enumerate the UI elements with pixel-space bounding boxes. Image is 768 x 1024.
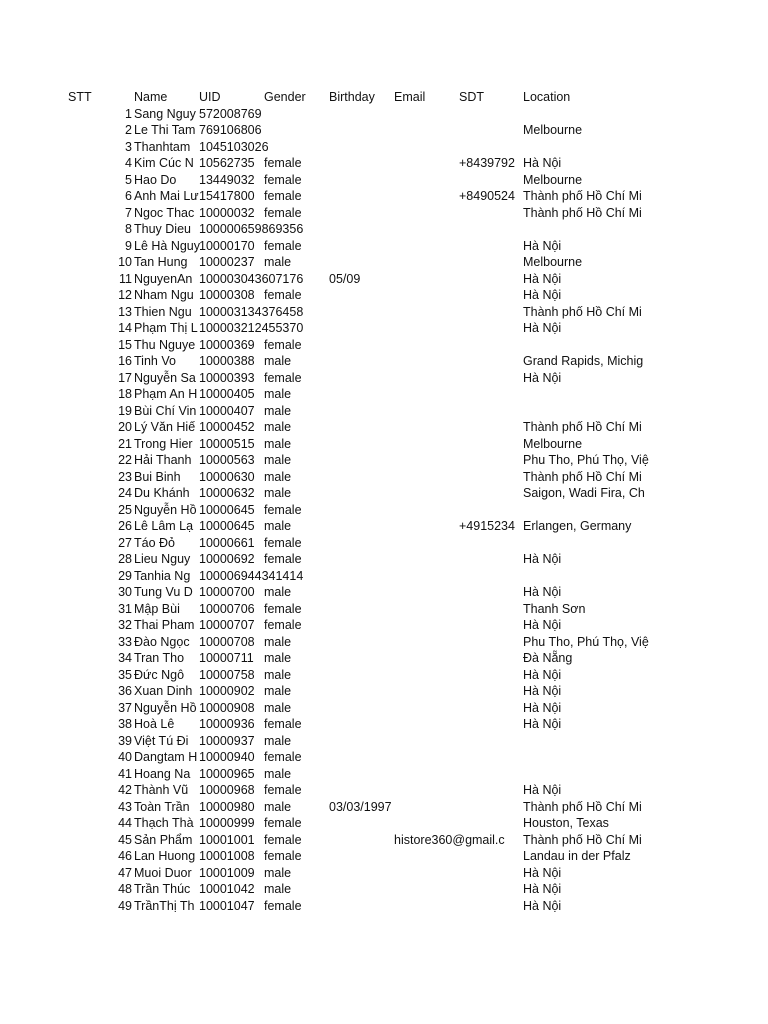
cell-gender[interactable]: male xyxy=(264,354,292,368)
cell-name[interactable]: Le Thi Tam xyxy=(134,123,196,137)
cell-uid[interactable]: 15417800 xyxy=(199,189,255,203)
cell-gender[interactable]: female xyxy=(264,601,302,616)
cell-gender[interactable]: male xyxy=(264,882,292,896)
cell-uid[interactable]: 1045103026 xyxy=(199,139,269,154)
cell-location[interactable]: Hà Nội xyxy=(523,882,562,896)
cell-location[interactable]: Hà Nội xyxy=(523,288,562,302)
cell-location[interactable]: Melbourne xyxy=(523,172,583,187)
table-row xyxy=(0,386,768,403)
cell-uid[interactable]: 10000692 xyxy=(199,552,255,566)
cell-uid[interactable]: 10000706 xyxy=(199,601,255,616)
header-email[interactable]: Email xyxy=(394,90,426,104)
cell-stt[interactable]: 5 xyxy=(125,172,132,187)
cell-uid[interactable]: 10000170 xyxy=(199,238,255,253)
cell-uid[interactable]: 10000645 xyxy=(199,502,255,517)
cell-gender[interactable]: female xyxy=(264,783,302,797)
cell-gender[interactable]: male xyxy=(264,519,292,533)
table-row xyxy=(0,617,768,634)
cell-birthday[interactable]: 03/03/1997 xyxy=(329,799,392,814)
cell-stt[interactable]: 35 xyxy=(118,667,132,682)
cell-gender[interactable]: female xyxy=(264,849,302,863)
cell-gender[interactable]: male xyxy=(264,436,292,451)
cell-location[interactable]: Thành phố Hồ Chí Mi xyxy=(523,799,642,814)
cell-stt[interactable]: 4 xyxy=(125,156,132,170)
cell-stt[interactable]: 21 xyxy=(118,436,132,451)
cell-location[interactable]: Thành phố Hồ Chí Mi xyxy=(523,189,642,203)
cell-name[interactable]: Xuan Dinh xyxy=(134,684,193,698)
cell-name[interactable]: Bui Binh xyxy=(134,469,181,484)
table-row xyxy=(0,815,768,832)
table-body xyxy=(0,106,768,915)
cell-location[interactable]: Melbourne xyxy=(523,255,583,269)
cell-sdt[interactable]: +4915234 xyxy=(459,519,515,533)
cell-stt[interactable]: 2 xyxy=(125,123,132,137)
cell-uid[interactable]: 10000937 xyxy=(199,733,255,748)
cell-name[interactable]: Lan Huong xyxy=(134,849,196,863)
cell-stt[interactable]: 7 xyxy=(125,205,132,220)
cell-stt[interactable]: 43 xyxy=(118,799,132,814)
cell-stt[interactable]: 34 xyxy=(118,651,132,665)
cell-gender[interactable]: female xyxy=(264,172,302,187)
table-row xyxy=(0,898,768,915)
cell-stt[interactable]: 15 xyxy=(118,337,132,352)
cell-location[interactable]: Erlangen, Germany xyxy=(523,519,632,533)
table-row xyxy=(0,221,768,238)
table-row xyxy=(0,188,768,205)
cell-stt[interactable]: 44 xyxy=(118,816,132,830)
cell-uid[interactable]: 10001008 xyxy=(199,849,255,863)
cell-gender[interactable]: male xyxy=(264,469,292,484)
cell-stt[interactable]: 3 xyxy=(125,139,132,154)
cell-gender[interactable]: female xyxy=(264,816,302,830)
cell-location[interactable]: Hà Nội xyxy=(523,552,562,566)
cell-stt[interactable]: 8 xyxy=(125,222,132,236)
table-row xyxy=(0,254,768,271)
cell-location[interactable]: Hà Nội xyxy=(523,865,562,880)
cell-gender[interactable]: male xyxy=(264,453,292,467)
cell-uid[interactable]: 100006944341414 xyxy=(199,568,304,583)
cell-stt[interactable]: 29 xyxy=(118,568,132,583)
cell-gender[interactable]: male xyxy=(264,667,292,682)
cell-uid[interactable]: 10000630 xyxy=(199,469,255,484)
cell-stt[interactable]: 26 xyxy=(118,519,132,533)
header-name[interactable]: Name xyxy=(134,90,168,104)
cell-name[interactable]: Thu Nguye xyxy=(134,337,196,352)
cell-uid[interactable]: 10000936 xyxy=(199,717,255,731)
cell-gender[interactable]: male xyxy=(264,585,292,599)
cell-gender[interactable]: female xyxy=(264,618,302,632)
cell-uid[interactable]: 100003212455370 xyxy=(199,321,304,335)
cell-name[interactable]: Nguyễn Hồ xyxy=(134,700,197,715)
cell-uid[interactable]: 10000908 xyxy=(199,700,255,715)
cell-name[interactable]: Bùi Chí Vin xyxy=(134,403,197,418)
cell-stt[interactable]: 23 xyxy=(118,469,132,484)
cell-gender[interactable]: male xyxy=(264,733,292,748)
cell-uid[interactable]: 100003043607176 xyxy=(199,271,304,286)
cell-stt[interactable]: 40 xyxy=(118,750,132,764)
table-row xyxy=(0,238,768,255)
cell-gender[interactable]: female xyxy=(264,898,302,913)
cell-stt[interactable]: 22 xyxy=(118,453,132,467)
cell-gender[interactable]: male xyxy=(264,403,292,418)
header-uid[interactable]: UID xyxy=(199,90,221,104)
cell-gender[interactable]: male xyxy=(264,799,292,814)
cell-stt[interactable]: 42 xyxy=(118,783,132,797)
cell-uid[interactable]: 10000237 xyxy=(199,255,255,269)
cell-uid[interactable]: 10000661 xyxy=(199,535,255,550)
cell-name[interactable]: Lê Hà Nguy xyxy=(134,238,201,253)
cell-uid[interactable]: 10000405 xyxy=(199,387,255,401)
table-row xyxy=(0,881,768,898)
table-row xyxy=(0,370,768,387)
table-row xyxy=(0,650,768,667)
cell-name[interactable]: Sang Nguy xyxy=(134,106,196,121)
cell-uid[interactable]: 10000999 xyxy=(199,816,255,830)
cell-uid[interactable]: 10000645 xyxy=(199,519,255,533)
cell-location[interactable]: Hà Nội xyxy=(523,238,562,253)
cell-email[interactable]: histore360@gmail.c xyxy=(394,832,505,847)
table-row xyxy=(0,419,768,436)
cell-name[interactable]: Trần Thúc xyxy=(134,882,191,896)
cell-name[interactable]: Tanhia Ng xyxy=(134,568,191,583)
cell-uid[interactable]: 10000708 xyxy=(199,634,255,649)
table-row xyxy=(0,271,768,288)
cell-gender[interactable]: female xyxy=(264,535,302,550)
cell-location[interactable]: Melbourne xyxy=(523,123,583,137)
cell-stt[interactable]: 39 xyxy=(118,733,132,748)
cell-stt[interactable]: 48 xyxy=(118,882,132,896)
table-row xyxy=(0,518,768,535)
cell-name[interactable]: Toàn Trần xyxy=(134,799,190,814)
cell-name[interactable]: Hao Do xyxy=(134,172,177,187)
table-row xyxy=(0,683,768,700)
cell-stt[interactable]: 6 xyxy=(125,189,132,203)
table-row xyxy=(0,568,768,585)
cell-gender[interactable]: male xyxy=(264,700,292,715)
cell-stt[interactable]: 32 xyxy=(118,618,132,632)
cell-name[interactable]: Táo Đỏ xyxy=(134,535,175,550)
cell-location[interactable]: Hà Nội xyxy=(523,271,562,286)
table-row xyxy=(0,716,768,733)
cell-stt[interactable]: 12 xyxy=(118,288,132,302)
cell-name[interactable]: NguyenAn xyxy=(134,271,193,286)
cell-stt[interactable]: 20 xyxy=(118,420,132,434)
cell-uid[interactable]: 10000452 xyxy=(199,420,255,434)
cell-uid[interactable]: 10001001 xyxy=(199,832,255,847)
header-stt[interactable]: STT xyxy=(68,90,92,104)
cell-stt[interactable]: 19 xyxy=(118,403,132,418)
cell-name[interactable]: Tinh Vo xyxy=(134,354,176,368)
cell-name[interactable]: Lieu Nguy xyxy=(134,552,191,566)
cell-stt[interactable]: 47 xyxy=(118,865,132,880)
cell-stt[interactable]: 30 xyxy=(118,585,132,599)
cell-stt[interactable]: 31 xyxy=(118,601,132,616)
cell-uid[interactable]: 10000515 xyxy=(199,436,255,451)
table-row xyxy=(0,634,768,651)
table-row xyxy=(0,551,768,568)
cell-name[interactable]: Sản Phẩm xyxy=(134,832,193,847)
cell-gender[interactable]: male xyxy=(264,387,292,401)
cell-location[interactable]: Đà Nẵng xyxy=(523,651,573,665)
cell-name[interactable]: Anh Mai Lư xyxy=(134,189,199,203)
cell-name[interactable]: Phạm An H xyxy=(134,387,198,401)
cell-name[interactable]: Hải Thanh xyxy=(134,453,192,467)
cell-name[interactable]: TrầnThị Th xyxy=(134,898,195,913)
cell-stt[interactable]: 36 xyxy=(118,684,132,698)
table-row xyxy=(0,848,768,865)
table-row xyxy=(0,353,768,370)
cell-name[interactable]: Thuy Dieu xyxy=(134,222,191,236)
cell-name[interactable]: Đào Ngọc xyxy=(134,634,190,649)
cell-name[interactable]: Trong Hier xyxy=(134,436,193,451)
cell-name[interactable]: Muoi Duor xyxy=(134,865,192,880)
cell-uid[interactable]: 10000032 xyxy=(199,205,255,220)
cell-name[interactable]: Dangtam H xyxy=(134,750,198,764)
cell-gender[interactable]: female xyxy=(264,189,302,203)
cell-sdt[interactable]: +8439792 xyxy=(459,156,515,170)
cell-uid[interactable]: 10000369 xyxy=(199,337,255,352)
cell-uid[interactable]: 10000407 xyxy=(199,403,255,418)
cell-stt[interactable]: 14 xyxy=(118,321,132,335)
cell-gender[interactable]: female xyxy=(264,750,302,764)
cell-stt[interactable]: 37 xyxy=(118,700,132,715)
cell-stt[interactable]: 1 xyxy=(125,106,132,121)
table-row xyxy=(0,485,768,502)
cell-stt[interactable]: 49 xyxy=(118,898,132,913)
cell-uid[interactable]: 10000940 xyxy=(199,750,255,764)
cell-uid[interactable]: 10000700 xyxy=(199,585,255,599)
table-row xyxy=(0,155,768,172)
cell-name[interactable]: Hoang Na xyxy=(134,766,191,781)
cell-gender[interactable]: male xyxy=(264,255,292,269)
cell-gender[interactable]: female xyxy=(264,717,302,731)
cell-location[interactable]: Hà Nội xyxy=(523,321,562,335)
cell-sdt[interactable]: +8490524 xyxy=(459,189,515,203)
cell-uid[interactable]: 100003134376458 xyxy=(199,304,304,319)
cell-location[interactable]: Saigon, Wadi Fira, Ch xyxy=(523,486,645,500)
cell-gender[interactable]: female xyxy=(264,552,302,566)
cell-name[interactable]: Nham Ngu xyxy=(134,288,194,302)
table-row xyxy=(0,601,768,618)
cell-birthday[interactable]: 05/09 xyxy=(329,271,361,286)
cell-stt[interactable]: 45 xyxy=(118,832,132,847)
cell-name[interactable]: Lê Lâm Lạ xyxy=(134,519,194,533)
table-row xyxy=(0,502,768,519)
cell-location[interactable]: Hà Nội xyxy=(523,717,562,731)
cell-uid[interactable]: 10000758 xyxy=(199,667,255,682)
cell-location[interactable]: Houston, Texas xyxy=(523,816,609,830)
cell-stt[interactable]: 38 xyxy=(118,717,132,731)
table-row xyxy=(0,799,768,816)
table-row xyxy=(0,766,768,783)
cell-location[interactable]: Thành phố Hồ Chí Mi xyxy=(523,420,642,434)
cell-location[interactable]: Hà Nội xyxy=(523,370,562,385)
cell-name[interactable]: Tran Tho xyxy=(134,651,185,665)
cell-uid[interactable]: 10000308 xyxy=(199,288,255,302)
cell-stt[interactable]: 33 xyxy=(118,634,132,649)
cell-gender[interactable]: male xyxy=(264,420,292,434)
spreadsheet xyxy=(0,89,768,914)
cell-name[interactable]: Thai Pham xyxy=(134,618,195,632)
cell-gender[interactable]: male xyxy=(264,865,292,880)
cell-location[interactable]: Thành phố Hồ Chí Mi xyxy=(523,469,642,484)
cell-name[interactable]: Việt Tú Đi xyxy=(134,733,189,748)
table-row xyxy=(0,436,768,453)
cell-stt[interactable]: 10 xyxy=(118,255,132,269)
cell-location[interactable]: Thành phố Hồ Chí Mi xyxy=(523,832,642,847)
cell-gender[interactable]: female xyxy=(264,337,302,352)
cell-gender[interactable]: female xyxy=(264,156,302,170)
table-row xyxy=(0,452,768,469)
cell-stt[interactable]: 11 xyxy=(119,271,132,286)
cell-uid[interactable]: 13449032 xyxy=(199,172,255,187)
cell-name[interactable]: Kim Cúc N xyxy=(134,156,194,170)
cell-stt[interactable]: 24 xyxy=(118,486,132,500)
table-row xyxy=(0,287,768,304)
cell-name[interactable]: Đức Ngô xyxy=(134,667,185,682)
cell-uid[interactable]: 10001009 xyxy=(199,865,255,880)
cell-name[interactable]: Thanhtam xyxy=(134,139,191,154)
header-gender[interactable]: Gender xyxy=(264,90,306,104)
cell-stt[interactable]: 41 xyxy=(118,766,132,781)
cell-uid[interactable]: 100000659869356 xyxy=(199,222,304,236)
cell-uid[interactable]: 10001047 xyxy=(199,898,255,913)
cell-location[interactable]: Grand Rapids, Michig xyxy=(523,354,644,368)
cell-stt[interactable]: 46 xyxy=(118,849,132,863)
cell-location[interactable]: Landau in der Pfalz xyxy=(523,849,631,863)
cell-gender[interactable]: female xyxy=(264,502,302,517)
table-row xyxy=(0,832,768,849)
table-row xyxy=(0,584,768,601)
cell-location[interactable]: Thành phố Hồ Chí Mi xyxy=(523,304,642,319)
table-row xyxy=(0,749,768,766)
cell-uid[interactable]: 572008769 xyxy=(199,106,262,121)
cell-gender[interactable]: female xyxy=(264,205,302,220)
cell-gender[interactable]: female xyxy=(264,288,302,302)
cell-name[interactable]: Tan Hung xyxy=(134,255,188,269)
table-row xyxy=(0,106,768,123)
table-row xyxy=(0,320,768,337)
cell-location[interactable]: Hà Nội xyxy=(523,783,562,797)
cell-location[interactable]: Hà Nội xyxy=(523,618,562,632)
cell-name[interactable]: Phạm Thị L xyxy=(134,321,198,335)
cell-name[interactable]: Lý Văn Hiế xyxy=(134,420,196,434)
cell-uid[interactable]: 10000632 xyxy=(199,486,255,500)
cell-gender[interactable]: male xyxy=(264,766,292,781)
cell-location[interactable]: Hà Nội xyxy=(523,585,562,599)
cell-uid[interactable]: 10000902 xyxy=(199,684,255,698)
cell-name[interactable]: Hoà Lê xyxy=(134,717,175,731)
cell-stt[interactable]: 13 xyxy=(118,304,132,319)
header-sdt[interactable]: SDT xyxy=(459,90,484,104)
table-row xyxy=(0,205,768,222)
cell-gender[interactable]: female xyxy=(264,370,302,385)
table-row xyxy=(0,122,768,139)
table-row xyxy=(0,667,768,684)
cell-uid[interactable]: 10000968 xyxy=(199,783,255,797)
cell-uid[interactable]: 10000711 xyxy=(199,651,254,665)
cell-name[interactable]: Ngoc Thac xyxy=(134,205,195,220)
cell-uid[interactable]: 10562735 xyxy=(199,156,255,170)
cell-uid[interactable]: 769106806 xyxy=(199,123,262,137)
cell-uid[interactable]: 10000393 xyxy=(199,370,255,385)
cell-stt[interactable]: 18 xyxy=(118,387,132,401)
cell-location[interactable]: Phu Tho, Phú Thọ, Việ xyxy=(523,634,649,649)
header-location[interactable]: Location xyxy=(523,90,571,104)
cell-stt[interactable]: 16 xyxy=(118,354,132,368)
cell-name[interactable]: Mập Bùi xyxy=(134,601,180,616)
cell-location[interactable]: Hà Nội xyxy=(523,684,562,698)
table-row xyxy=(0,172,768,189)
cell-gender[interactable]: male xyxy=(264,684,292,698)
cell-stt[interactable]: 9 xyxy=(125,238,132,253)
cell-stt[interactable]: 27 xyxy=(118,535,132,550)
cell-gender[interactable]: male xyxy=(264,634,292,649)
table-row xyxy=(0,469,768,486)
table-row xyxy=(0,304,768,321)
cell-name[interactable]: Nguyễn Sa xyxy=(134,370,196,385)
header-row xyxy=(0,89,768,106)
table-row xyxy=(0,733,768,750)
cell-name[interactable]: Du Khánh xyxy=(134,486,190,500)
table-row xyxy=(0,700,768,717)
header-birthday[interactable]: Birthday xyxy=(329,90,375,104)
cell-location[interactable]: Hà Nội xyxy=(523,898,562,913)
cell-name[interactable]: Thạch Thà xyxy=(134,816,194,830)
cell-name[interactable]: Thien Ngu xyxy=(134,304,192,319)
cell-stt[interactable]: 28 xyxy=(118,552,132,566)
cell-gender[interactable]: female xyxy=(264,238,302,253)
table-row xyxy=(0,535,768,552)
table-row xyxy=(0,337,768,354)
cell-location[interactable]: Hà Nội xyxy=(523,700,562,715)
cell-gender[interactable]: male xyxy=(264,486,292,500)
cell-stt[interactable]: 25 xyxy=(118,502,132,517)
cell-location[interactable]: Hà Nội xyxy=(523,156,562,170)
cell-gender[interactable]: male xyxy=(264,651,292,665)
table-row xyxy=(0,865,768,882)
cell-uid[interactable]: 10000707 xyxy=(199,618,255,632)
cell-uid[interactable]: 10000980 xyxy=(199,799,255,814)
cell-uid[interactable]: 10000563 xyxy=(199,453,255,467)
table-row xyxy=(0,139,768,156)
cell-gender[interactable]: female xyxy=(264,832,302,847)
cell-uid[interactable]: 10000965 xyxy=(199,766,255,781)
table-row xyxy=(0,403,768,420)
cell-uid[interactable]: 10000388 xyxy=(199,354,255,368)
cell-location[interactable]: Thành phố Hồ Chí Mi xyxy=(523,205,642,220)
cell-name[interactable]: Thành Vũ xyxy=(134,783,189,797)
cell-name[interactable]: Nguyễn Hồ xyxy=(134,502,197,517)
cell-location[interactable]: Hà Nội xyxy=(523,667,562,682)
table-row xyxy=(0,782,768,799)
cell-stt[interactable]: 17 xyxy=(118,370,132,385)
cell-uid[interactable]: 10001042 xyxy=(199,882,255,896)
cell-name[interactable]: Tung Vu D xyxy=(134,585,193,599)
cell-location[interactable]: Phu Tho, Phú Thọ, Việ xyxy=(523,453,649,467)
cell-location[interactable]: Thanh Sơn xyxy=(523,601,586,616)
cell-location[interactable]: Melbourne xyxy=(523,436,583,451)
